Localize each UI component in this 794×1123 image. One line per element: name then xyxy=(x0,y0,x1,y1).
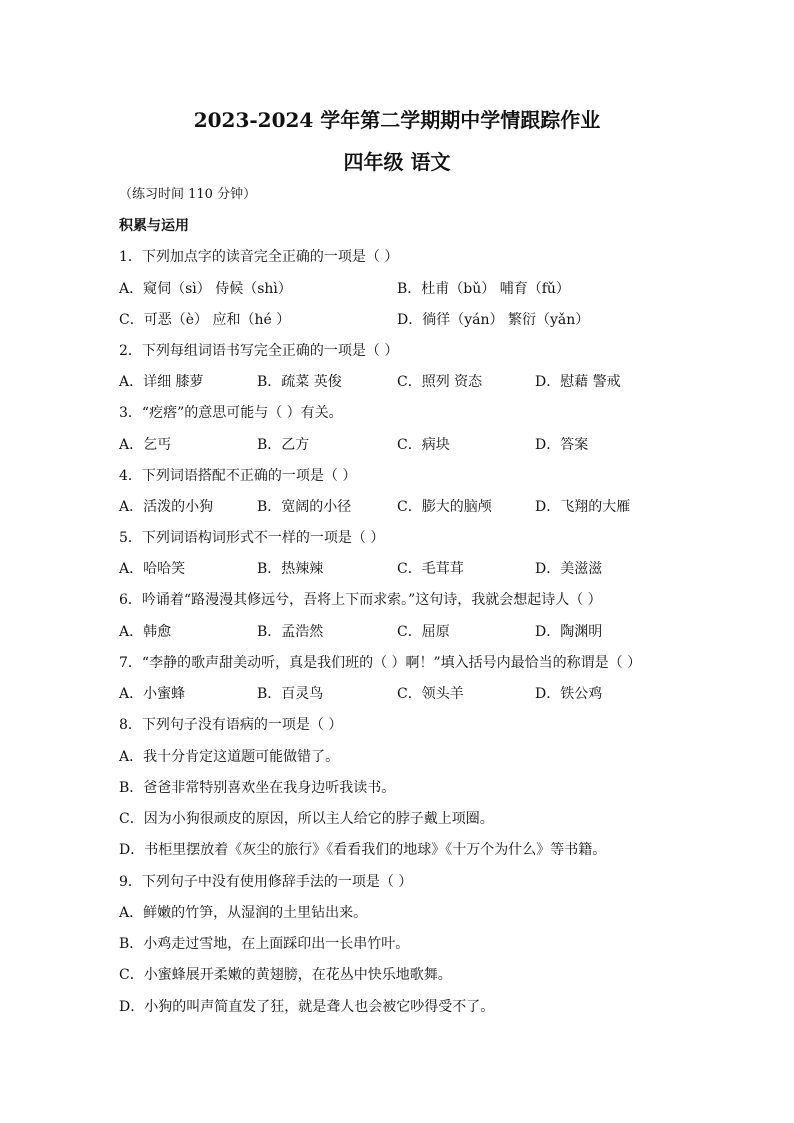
option-c: C．可恶（è） 应和（hé ） xyxy=(119,312,291,328)
option-c: C．毛茸茸 xyxy=(397,561,464,577)
question-stem: 2．下列每组词语书写完全正确的一项是（ ） xyxy=(119,343,399,359)
option-b: B．宽阔的小径 xyxy=(257,499,352,515)
question-stem: 8．下列句子没有语病的一项是（ ） xyxy=(119,717,343,733)
option-c: C．照列 资态 xyxy=(397,374,483,390)
exam-title: 2023-2024 学年第二学期期中学情跟踪作业 xyxy=(193,108,601,132)
option-c: C．小蜜蜂展开柔嫩的黄翅膀，在花丛中快乐地歌舞。 xyxy=(119,967,452,983)
option-a: A．韩愈 xyxy=(119,624,172,640)
option-c: C．领头羊 xyxy=(397,686,464,702)
option-a: A．我十分肯定这道题可能做错了。 xyxy=(119,749,340,765)
option-a: A．窥伺（sì） 侍候（shì） xyxy=(119,281,292,297)
option-d: D．飞翔的大雁 xyxy=(535,499,631,515)
option-a: A．哈哈笑 xyxy=(119,561,186,577)
section-heading: 积累与运用 xyxy=(119,218,189,234)
question-stem: 4．下列词语搭配不正确的一项是（ ） xyxy=(119,468,357,484)
question-stem: 5．下列词语构词形式不一样的一项是（ ） xyxy=(119,530,385,546)
option-c: C．屈原 xyxy=(397,624,450,640)
question-stem: 3．“疙瘩”的意思可能与（ ）有关。 xyxy=(119,405,343,421)
option-d: D．陶渊明 xyxy=(535,624,603,640)
option-d: D．慰藉 警戒 xyxy=(535,374,621,390)
option-b: B．孟浩然 xyxy=(257,624,324,640)
option-a: A．乞丐 xyxy=(119,437,172,453)
option-a: A．鲜嫩的竹笋，从湿润的土里钻出来。 xyxy=(119,905,368,921)
question-stem: 6．吟诵着“路漫漫其修远兮，吾将上下而求索。”这句诗，我就会想起诗人（ ） xyxy=(119,592,602,608)
option-b: B．爸爸非常特别喜欢坐在我身边听我读书。 xyxy=(119,780,396,796)
option-a: A．详细 膝萝 xyxy=(119,374,204,390)
option-c: C．因为小狗很顽皮的原因，所以主人给它的脖子戴上项圈。 xyxy=(119,811,494,827)
option-d: D．铁公鸡 xyxy=(535,686,603,702)
option-b: B．小鸡走过雪地，在上面踩印出一长串竹叶。 xyxy=(119,936,410,952)
option-b: B．杜甫（bǔ） 哺育（fǔ） xyxy=(397,281,570,297)
option-b: B．热辣辣 xyxy=(257,561,324,577)
time-note: （练习时间 110 分钟） xyxy=(119,187,257,202)
option-b: B．乙方 xyxy=(257,437,310,453)
option-d: D．徜徉（yán） 繁衍（yǎn） xyxy=(397,312,590,328)
option-d: D．书柜里摆放着《灰尘的旅行》《看看我们的地球》《十万个为什么》等书籍。 xyxy=(119,842,607,858)
question-stem: 1．下列加点字的读音完全正确的一项是（ ） xyxy=(119,249,399,265)
option-d: D．美滋滋 xyxy=(535,561,603,577)
option-a: A．活泼的小狗 xyxy=(119,499,214,515)
option-d: D．答案 xyxy=(535,437,589,453)
option-c: C．病块 xyxy=(397,437,450,453)
option-b: B．疏菜 英俊 xyxy=(257,374,342,390)
option-d: D．小狗的叫声简直发了狂，就是聋人也会被它吵得受不了。 xyxy=(119,999,495,1015)
question-stem: 7．“李静的歌声甜美动听，真是我们班的（ ）啊！”填入括号内最恰当的称谓是（ ） xyxy=(119,655,642,671)
option-c: C．膨大的脑颅 xyxy=(397,499,492,515)
question-stem: 9．下列句子中没有使用修辞手法的一项是（ ） xyxy=(119,874,413,890)
option-a: A．小蜜蜂 xyxy=(119,686,186,702)
option-b: B．百灵鸟 xyxy=(257,686,324,702)
exam-subtitle: 四年级 语文 xyxy=(343,150,451,174)
